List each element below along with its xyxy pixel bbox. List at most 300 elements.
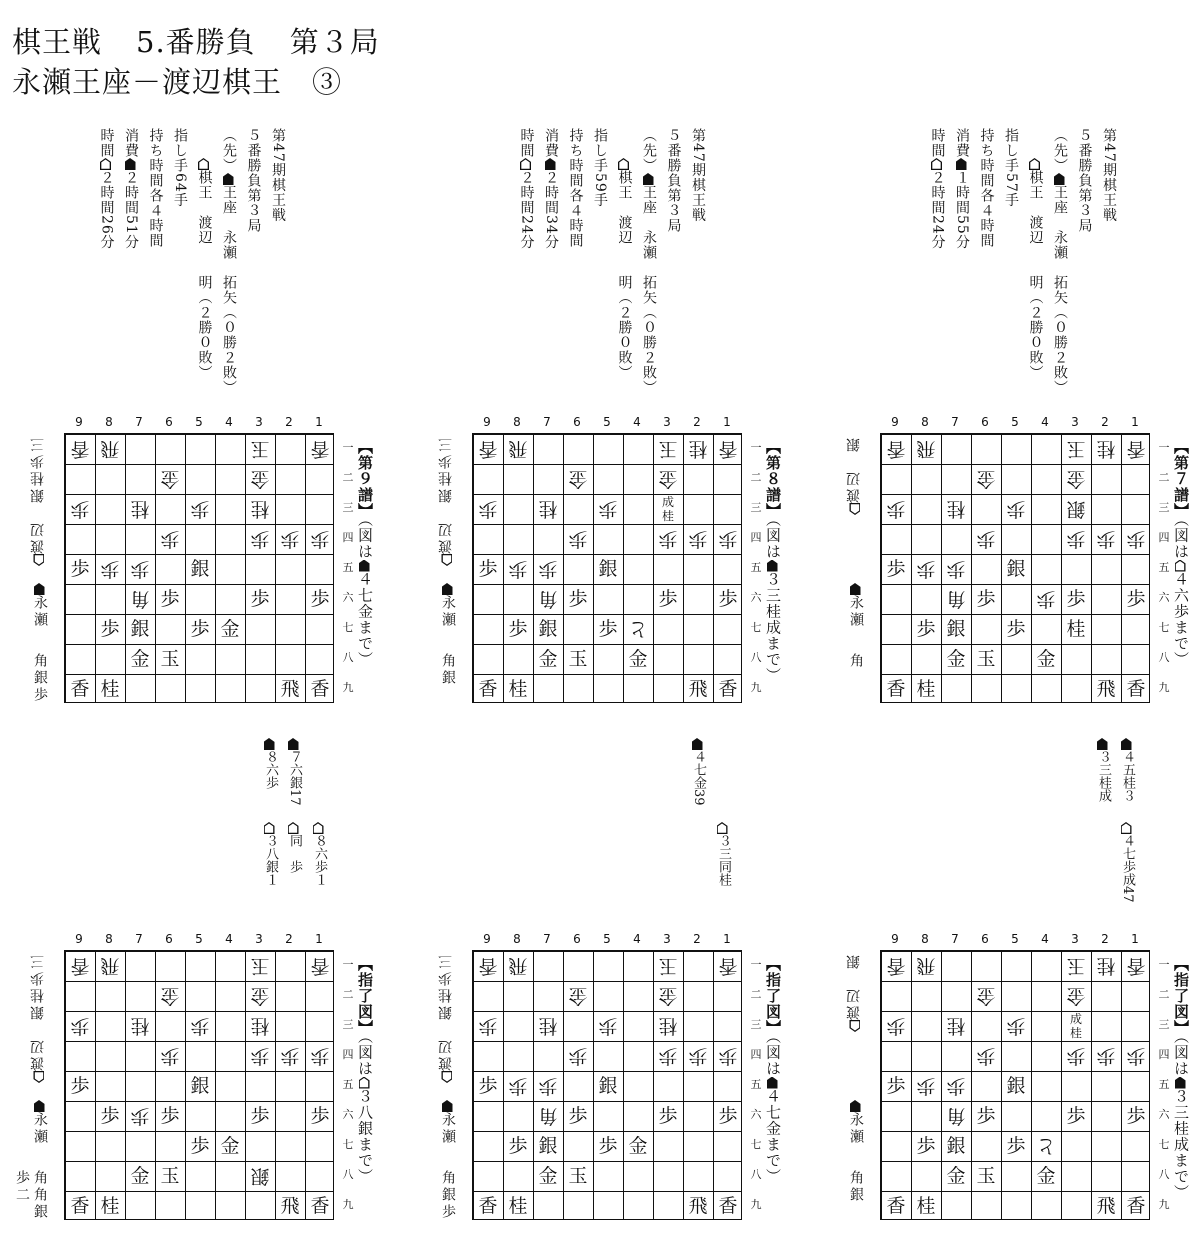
column-label: 3 xyxy=(255,415,263,429)
shogi-piece: 玉 xyxy=(568,648,588,670)
shogi-piece xyxy=(1061,1011,1091,1041)
shogi-piece: 桂 xyxy=(130,498,150,520)
row-label: 三 xyxy=(750,1018,762,1031)
shogi-piece: 玉 xyxy=(160,648,180,670)
column-labels xyxy=(64,415,334,431)
black-move-mark-icon xyxy=(1175,1077,1186,1089)
row-labels xyxy=(340,950,356,1220)
column-label: 2 xyxy=(693,415,701,429)
row-label: 三 xyxy=(1158,1018,1170,1031)
shogi-piece: 歩 xyxy=(478,1015,498,1037)
sente-label: 永瀬 xyxy=(440,1100,456,1146)
column-label: 6 xyxy=(573,932,581,946)
column-label: 4 xyxy=(1041,415,1049,429)
shogi-piece: 角 xyxy=(946,588,966,610)
shogi-piece: 歩 xyxy=(946,558,966,580)
move-text: ８六歩 xyxy=(263,750,278,789)
black-move-mark-icon xyxy=(359,560,370,572)
column-label: 5 xyxy=(1011,415,1019,429)
shogi-piece: 歩 xyxy=(886,498,906,520)
shogi-piece: 香 xyxy=(310,678,330,700)
shogi-piece: 歩 xyxy=(1066,1045,1086,1067)
shogi-piece: 金 xyxy=(538,648,558,670)
shogi-piece: 金 xyxy=(568,468,588,490)
shogi-piece: 桂 xyxy=(250,1015,270,1037)
shogi-piece: 玉 xyxy=(250,955,270,977)
column-label: 7 xyxy=(135,932,143,946)
move-text: ８六歩１ xyxy=(312,834,327,886)
row-label: 四 xyxy=(750,1048,762,1061)
row-label: 七 xyxy=(342,621,354,634)
black-move-mark-icon xyxy=(956,158,967,170)
column-label: 9 xyxy=(75,932,83,946)
shogi-piece: 歩 xyxy=(886,1015,906,1037)
shogi-piece: 銀 xyxy=(250,1165,270,1187)
diagram-caption-text: （図は４七金まで） xyxy=(764,1036,782,1185)
column-label: 9 xyxy=(891,415,899,429)
shogi-piece: 歩 xyxy=(1126,1105,1146,1127)
sente-hand: 歩二 xyxy=(14,1170,30,1204)
row-label: 一 xyxy=(1158,958,1170,971)
gote-hand: 渡辺 銀桂歩三 xyxy=(438,435,454,566)
shogi-piece: 香 xyxy=(1126,1195,1146,1217)
game-info-line: 指し手64手 xyxy=(172,128,188,208)
column-label: 6 xyxy=(981,415,989,429)
column-label: 8 xyxy=(105,932,113,946)
shogi-piece: 金 xyxy=(250,468,270,490)
diagram-caption-text: （図は３三桂成まで） xyxy=(1172,1036,1190,1201)
black-move-mark-icon xyxy=(850,1100,861,1112)
shogi-piece: 歩 xyxy=(508,618,528,640)
column-label: 7 xyxy=(543,932,551,946)
shogi-piece: と xyxy=(628,618,648,640)
diagram-caption-text: （図は３三桂成まで） xyxy=(764,519,782,684)
shogi-piece: 香 xyxy=(478,1195,498,1217)
shogi-piece: 歩 xyxy=(190,1135,210,1157)
row-label: 八 xyxy=(1158,1168,1170,1181)
black-move-mark-icon xyxy=(442,583,453,595)
shogi-piece: 歩 xyxy=(658,588,678,610)
shogi-piece: 歩 xyxy=(1126,1045,1146,1067)
column-label: 5 xyxy=(195,932,203,946)
game-info-line: 消費１時間55分 xyxy=(954,128,970,250)
column-label: 1 xyxy=(1131,932,1139,946)
shogi-piece: 香 xyxy=(478,438,498,460)
shogi-piece: 歩 xyxy=(250,1045,270,1067)
column-label: 9 xyxy=(75,415,83,429)
shogi-piece: 銀 xyxy=(190,558,210,580)
shogi-piece: 歩 xyxy=(916,618,936,640)
white-move-mark-icon xyxy=(442,1071,453,1083)
gote-hand: 渡辺 銀桂歩三 xyxy=(30,952,46,1083)
row-label: 七 xyxy=(1158,621,1170,634)
move-text: ７六銀17 xyxy=(287,750,302,806)
shogi-piece: 玉 xyxy=(568,1165,588,1187)
column-label: 1 xyxy=(723,415,731,429)
sente-label: 永瀬 xyxy=(32,1100,48,1146)
shogi-piece: 香 xyxy=(1126,678,1146,700)
game-info-line: 指し手59手 xyxy=(592,128,608,208)
shogi-piece: 香 xyxy=(310,1195,330,1217)
shogi-piece: 歩 xyxy=(310,588,330,610)
row-labels xyxy=(748,433,764,703)
shogi-piece: 飛 xyxy=(100,438,120,460)
column-label: 3 xyxy=(663,415,671,429)
row-label: 五 xyxy=(1158,561,1170,574)
shogi-piece xyxy=(653,494,683,524)
row-label: 九 xyxy=(750,1198,762,1211)
diagram-header: 【指了図】 xyxy=(1172,956,1190,1036)
shogi-piece: 香 xyxy=(70,438,90,460)
column-labels xyxy=(472,932,742,948)
shogi-piece: 歩 xyxy=(250,1105,270,1127)
row-labels xyxy=(1156,433,1172,703)
move-record xyxy=(263,738,278,789)
shogi-piece: 歩 xyxy=(508,1075,528,1097)
shogi-piece: 香 xyxy=(718,678,738,700)
white-move-mark-icon xyxy=(850,503,861,515)
row-label: 三 xyxy=(342,1018,354,1031)
white-move-mark-icon xyxy=(850,1020,861,1032)
diagram-caption-text: （図は３八銀まで） xyxy=(356,1036,374,1185)
shogi-piece: 飛 xyxy=(280,1195,300,1217)
move-text: ４七金39 xyxy=(691,750,706,806)
column-label: 2 xyxy=(285,415,293,429)
shogi-piece: 歩 xyxy=(190,498,210,520)
shogi-diagram xyxy=(12,932,372,1222)
column-label: 4 xyxy=(633,932,641,946)
column-label: 3 xyxy=(663,932,671,946)
shogi-piece: 歩 xyxy=(718,1045,738,1067)
shogi-board xyxy=(64,950,334,1220)
black-move-mark-icon xyxy=(288,738,299,750)
shogi-piece: 銀 xyxy=(1066,498,1086,520)
game-info-line: ５番勝負第３局 xyxy=(665,128,682,233)
column-label: 1 xyxy=(315,415,323,429)
column-label: 8 xyxy=(513,415,521,429)
shogi-piece: 桂 xyxy=(1066,618,1086,640)
shogi-piece: 桂 xyxy=(658,1015,678,1037)
game-info-line: 時間２時間24分 xyxy=(518,128,535,250)
game-info-line: 消費２時間51分 xyxy=(123,128,139,250)
shogi-piece: 歩 xyxy=(1066,588,1086,610)
column-labels xyxy=(880,932,1150,948)
row-label: 九 xyxy=(750,681,762,694)
shogi-piece: 歩 xyxy=(250,588,270,610)
white-move-mark-icon xyxy=(288,822,299,834)
white-move-mark-icon xyxy=(1029,158,1040,170)
shogi-piece: 歩 xyxy=(478,498,498,520)
game-info-line: （先）王座 永瀬 拓矢（０勝２敗） xyxy=(221,128,237,395)
black-move-mark-icon xyxy=(125,158,136,170)
shogi-piece: 歩 xyxy=(478,1075,498,1097)
shogi-piece: 歩 xyxy=(976,1105,996,1127)
white-move-mark-icon xyxy=(1121,822,1132,834)
column-label: 4 xyxy=(225,415,233,429)
shogi-piece: 銀 xyxy=(190,1075,210,1097)
shogi-piece: 玉 xyxy=(250,438,270,460)
sente-label: 永瀬 xyxy=(32,583,48,629)
shogi-piece: 角 xyxy=(538,1105,558,1127)
shogi-board xyxy=(880,950,1150,1220)
diagram-header: 【第７譜】 xyxy=(1172,439,1190,519)
shogi-piece: 歩 xyxy=(1036,588,1056,610)
diagram-caption-text: （図は４六歩まで） xyxy=(1172,519,1190,668)
shogi-piece: 桂 xyxy=(100,1195,120,1217)
column-label: 9 xyxy=(891,932,899,946)
shogi-piece: 金 xyxy=(658,985,678,1007)
shogi-board xyxy=(472,950,742,1220)
piece-char: 成 xyxy=(661,495,674,509)
piece-char: 桂 xyxy=(661,509,674,523)
black-move-mark-icon xyxy=(264,738,275,750)
black-move-mark-icon xyxy=(643,173,654,185)
black-move-mark-icon xyxy=(442,1100,453,1112)
shogi-piece: 歩 xyxy=(310,528,330,550)
shogi-piece: 歩 xyxy=(310,1105,330,1127)
shogi-piece: 歩 xyxy=(658,1105,678,1127)
shogi-piece: 飛 xyxy=(688,678,708,700)
row-label: 五 xyxy=(750,561,762,574)
white-move-mark-icon xyxy=(313,822,324,834)
white-move-mark-icon xyxy=(100,158,111,170)
shogi-piece: 金 xyxy=(220,1135,240,1157)
shogi-piece: 飛 xyxy=(1096,1195,1116,1217)
black-move-mark-icon xyxy=(34,1100,45,1112)
move-record xyxy=(263,822,278,886)
piece-char: 成 xyxy=(1069,1012,1082,1026)
game-info-line: 棋王 渡辺 明（２勝０敗） xyxy=(197,128,213,380)
shogi-diagram xyxy=(420,415,780,705)
shogi-piece: 歩 xyxy=(100,618,120,640)
move-text: ３八銀１ xyxy=(263,834,278,886)
shogi-piece: 金 xyxy=(976,985,996,1007)
row-label: 六 xyxy=(750,591,762,604)
shogi-piece: 歩 xyxy=(1126,528,1146,550)
shogi-piece: 歩 xyxy=(598,1135,618,1157)
diagram-caption xyxy=(357,439,373,668)
shogi-piece: 香 xyxy=(886,1195,906,1217)
row-label: 六 xyxy=(342,591,354,604)
shogi-piece: 金 xyxy=(568,985,588,1007)
shogi-piece: 金 xyxy=(160,468,180,490)
shogi-piece: 歩 xyxy=(190,1015,210,1037)
shogi-piece: 金 xyxy=(250,985,270,1007)
column-label: 5 xyxy=(195,415,203,429)
column-label: 1 xyxy=(315,932,323,946)
shogi-piece: 歩 xyxy=(280,528,300,550)
row-label: 四 xyxy=(1158,531,1170,544)
black-move-mark-icon xyxy=(1121,738,1132,750)
shogi-piece: 歩 xyxy=(1126,588,1146,610)
shogi-piece: 香 xyxy=(478,678,498,700)
shogi-piece: 歩 xyxy=(250,528,270,550)
row-labels xyxy=(748,950,764,1220)
row-label: 八 xyxy=(750,651,762,664)
shogi-piece: 歩 xyxy=(718,528,738,550)
column-label: 6 xyxy=(981,932,989,946)
diagram-caption xyxy=(765,956,781,1185)
shogi-piece: 歩 xyxy=(1066,1105,1086,1127)
row-label: 八 xyxy=(750,1168,762,1181)
column-label: 7 xyxy=(543,415,551,429)
shogi-piece: 桂 xyxy=(916,1195,936,1217)
game-info-line: 指し手57手 xyxy=(1003,128,1019,208)
black-move-mark-icon xyxy=(692,738,703,750)
game-info-line: 第47期棋王戦 xyxy=(690,128,706,223)
shogi-piece: 歩 xyxy=(1006,1015,1026,1037)
shogi-piece: 歩 xyxy=(130,1105,150,1127)
game-info-line: ５番勝負第３局 xyxy=(1076,128,1093,233)
shogi-piece: 歩 xyxy=(718,588,738,610)
column-labels xyxy=(64,932,334,948)
column-label: 2 xyxy=(693,932,701,946)
shogi-piece: 飛 xyxy=(916,438,936,460)
shogi-piece: 桂 xyxy=(508,1195,528,1217)
shogi-piece: 歩 xyxy=(70,1015,90,1037)
shogi-piece: 香 xyxy=(70,955,90,977)
shogi-piece: 角 xyxy=(946,1105,966,1127)
shogi-piece: 銀 xyxy=(598,558,618,580)
shogi-piece: 玉 xyxy=(976,1165,996,1187)
move-record xyxy=(1096,738,1111,802)
column-label: 2 xyxy=(1101,932,1109,946)
shogi-piece: 銀 xyxy=(946,618,966,640)
row-label: 五 xyxy=(342,561,354,574)
row-label: 二 xyxy=(342,471,354,484)
row-label: 三 xyxy=(750,501,762,514)
row-label: 一 xyxy=(750,958,762,971)
column-label: 9 xyxy=(483,415,491,429)
shogi-piece: 歩 xyxy=(130,558,150,580)
shogi-piece: 歩 xyxy=(598,618,618,640)
row-label: 一 xyxy=(342,958,354,971)
shogi-piece: 歩 xyxy=(70,558,90,580)
row-label: 九 xyxy=(342,681,354,694)
shogi-diagram xyxy=(828,932,1188,1222)
shogi-piece: 歩 xyxy=(160,1105,180,1127)
row-label: 四 xyxy=(1158,1048,1170,1061)
column-label: 2 xyxy=(285,932,293,946)
gote-hand: 渡辺 銀 xyxy=(846,952,862,1032)
row-labels xyxy=(1156,950,1172,1220)
move-text: ４七歩成47 xyxy=(1120,834,1135,903)
shogi-piece: 歩 xyxy=(598,498,618,520)
column-label: 6 xyxy=(165,415,173,429)
game-info-line: 時間２時間26分 xyxy=(98,128,115,250)
row-label: 九 xyxy=(1158,681,1170,694)
shogi-piece: 金 xyxy=(220,618,240,640)
gote-hand: 渡辺 銀桂歩三 xyxy=(438,952,454,1083)
row-label: 四 xyxy=(342,531,354,544)
shogi-piece: 歩 xyxy=(280,1045,300,1067)
shogi-piece: 香 xyxy=(718,1195,738,1217)
shogi-piece: 歩 xyxy=(160,1045,180,1067)
move-text: ３三桂成 xyxy=(1096,750,1111,802)
white-move-mark-icon xyxy=(34,1071,45,1083)
page-title-line1: 棋王戦 5.番勝負 第３局 xyxy=(12,25,380,59)
shogi-piece: 歩 xyxy=(1006,618,1026,640)
shogi-piece: 歩 xyxy=(70,498,90,520)
shogi-piece: 桂 xyxy=(508,678,528,700)
shogi-piece: 歩 xyxy=(886,1075,906,1097)
move-text: 同 歩 xyxy=(287,834,302,873)
row-label: 四 xyxy=(342,1048,354,1061)
shogi-piece: 歩 xyxy=(688,1045,708,1067)
sente-hand: 角角銀 xyxy=(32,1170,48,1221)
shogi-piece: 桂 xyxy=(916,678,936,700)
white-move-mark-icon xyxy=(520,158,531,170)
shogi-piece: 飛 xyxy=(1096,678,1116,700)
white-move-mark-icon xyxy=(442,554,453,566)
white-move-mark-icon xyxy=(34,554,45,566)
shogi-piece: 香 xyxy=(478,955,498,977)
column-label: 7 xyxy=(135,415,143,429)
column-label: 8 xyxy=(513,932,521,946)
shogi-piece: 歩 xyxy=(70,1075,90,1097)
shogi-piece: 歩 xyxy=(1006,498,1026,520)
shogi-diagram xyxy=(12,415,372,705)
column-labels xyxy=(472,415,742,431)
black-move-mark-icon xyxy=(850,583,861,595)
row-label: 七 xyxy=(1158,1138,1170,1151)
column-labels xyxy=(880,415,1150,431)
shogi-board xyxy=(64,433,334,703)
black-move-mark-icon xyxy=(223,173,234,185)
column-label: 4 xyxy=(633,415,641,429)
column-label: 5 xyxy=(1011,932,1019,946)
shogi-piece: 玉 xyxy=(1066,438,1086,460)
sente-hand: 角 xyxy=(848,653,864,670)
shogi-piece: 香 xyxy=(70,1195,90,1217)
shogi-piece: 歩 xyxy=(916,1075,936,1097)
row-label: 二 xyxy=(750,988,762,1001)
sente-label: 永瀬 xyxy=(848,1100,864,1146)
shogi-piece: 金 xyxy=(538,1165,558,1187)
shogi-piece: 金 xyxy=(1066,985,1086,1007)
row-label: 八 xyxy=(342,651,354,664)
diagram-header: 【指了図】 xyxy=(356,956,374,1036)
row-labels xyxy=(340,433,356,703)
shogi-diagram xyxy=(420,932,780,1222)
column-label: 7 xyxy=(951,415,959,429)
shogi-piece: 角 xyxy=(130,588,150,610)
diagram-header: 【第８譜】 xyxy=(764,439,782,519)
shogi-piece: 歩 xyxy=(190,618,210,640)
row-label: 三 xyxy=(342,501,354,514)
row-label: 七 xyxy=(342,1138,354,1151)
shogi-piece: 歩 xyxy=(1096,528,1116,550)
column-label: 1 xyxy=(1131,415,1139,429)
column-label: 8 xyxy=(921,415,929,429)
shogi-piece: 飛 xyxy=(280,678,300,700)
row-label: 一 xyxy=(1158,441,1170,454)
shogi-piece: 歩 xyxy=(538,558,558,580)
shogi-piece: 香 xyxy=(310,438,330,460)
white-move-mark-icon xyxy=(359,1077,370,1089)
shogi-piece: 歩 xyxy=(598,1015,618,1037)
column-label: 3 xyxy=(1071,415,1079,429)
diagram-header: 【第９譜】 xyxy=(356,439,374,519)
sente-hand: 角銀 xyxy=(848,1170,864,1204)
shogi-piece: 歩 xyxy=(160,588,180,610)
column-label: 8 xyxy=(105,415,113,429)
shogi-piece: 金 xyxy=(658,468,678,490)
shogi-piece: 歩 xyxy=(1006,1135,1026,1157)
game-info-line: 第47期棋王戦 xyxy=(270,128,286,223)
white-move-mark-icon xyxy=(198,158,209,170)
row-label: 五 xyxy=(1158,1078,1170,1091)
